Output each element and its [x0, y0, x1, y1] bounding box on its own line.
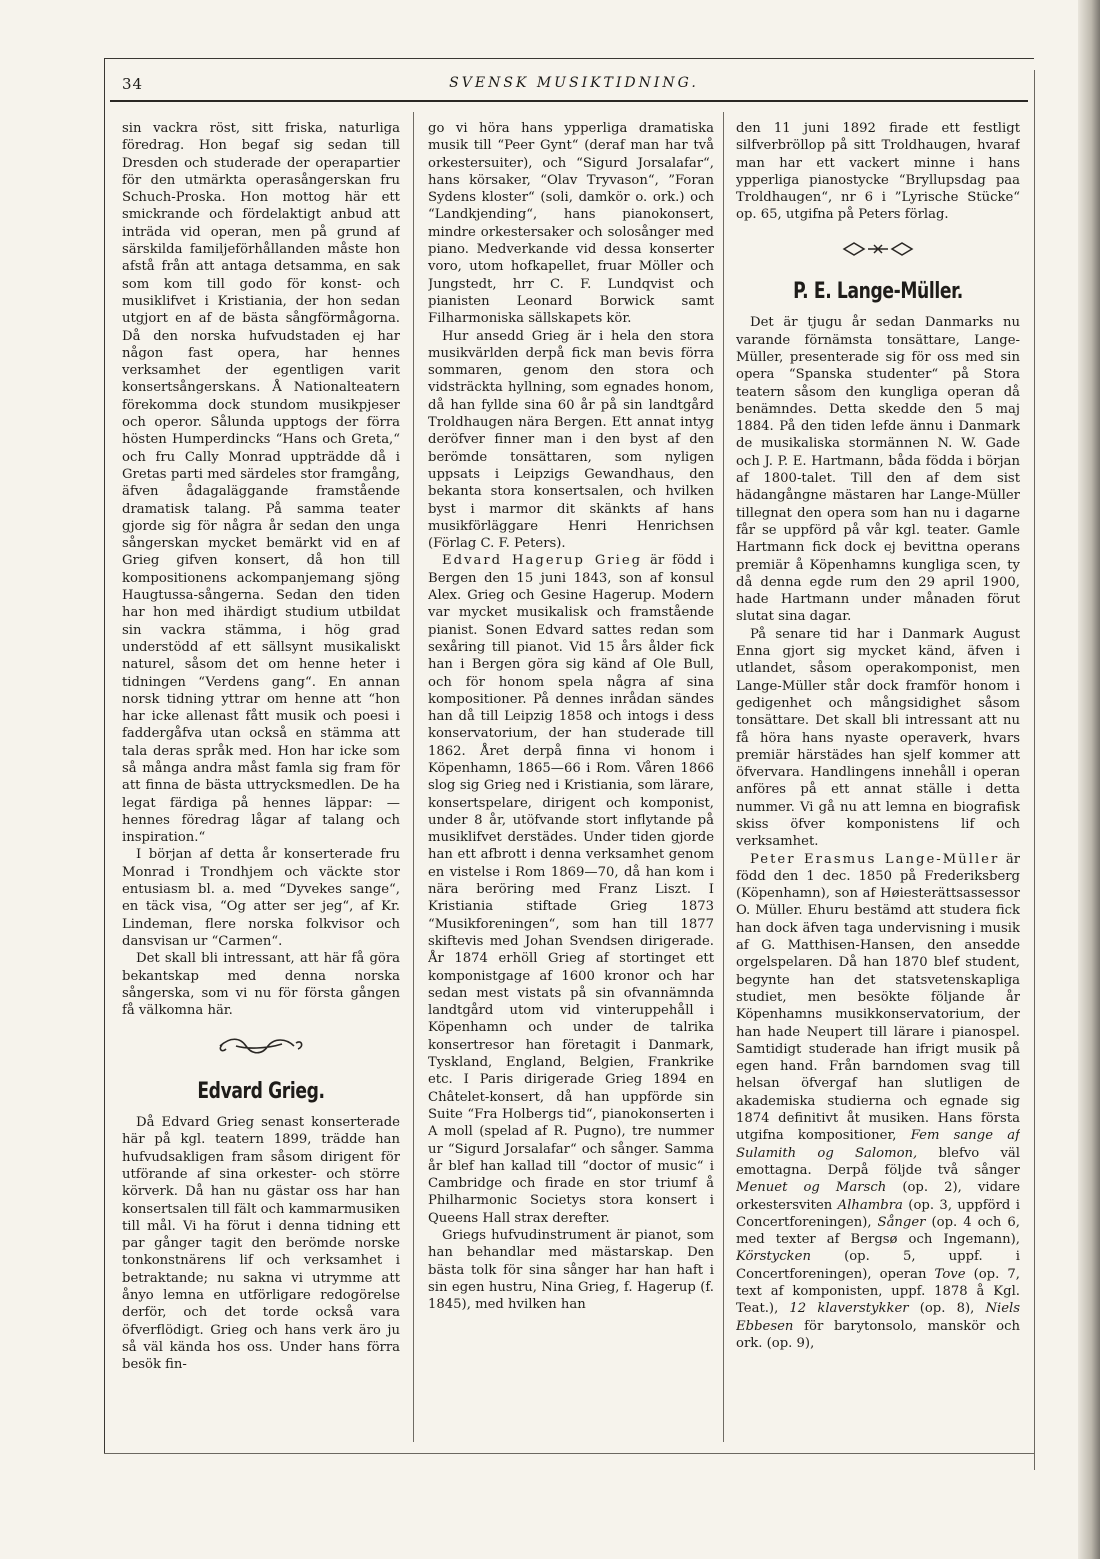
- column-2: [428, 120, 714, 1440]
- paragraph: den 11 juni 1892 firade ett festligt silfverbröllop på sitt Troldhaugen, hvaraf man har ett vackert minne i hans ypperliga pianostycke “Bryllupsdag paa Troldhaugen“, nr 6 i ”Lyrische Stücke“ op. 65, utgifna på Peters förlag.: [736, 121, 1020, 223]
- paragraph-text: blefvo väl emottagna. Derpå följde två sånger: [736, 1145, 1020, 1178]
- paragraph: [428, 552, 714, 1227]
- frame-line: [104, 58, 1034, 59]
- page-number: 34: [122, 75, 144, 93]
- paragraph: Griegs hufvudinstrument är pianot, som han behandlar med mästarskap. Den bästa tolk för sina sånger har han haft i sin egen hustru, Nina Grieg, f. Hagerup (f. 1845), med hvilken han: [428, 1228, 714, 1313]
- paragraph-text: (op. 2), vidare orkestersviten: [736, 1180, 1020, 1213]
- section-heading-grieg: Edvard Grieg.: [197, 1078, 325, 1104]
- paragraph-text: är född i Bergen den 15 juni 1843, son af konsul Alex. Grieg och Gesine Hagerup. Modern var mycket musikalisk och framstående pianist. Sonen Edvard sattes redan som sexåring till pianot. Vid 15 års ålder fick han i Bergen göra sig känd af Ole Bull, och för honom spela några af sina kompositioner. På dennes inrådan sändes han då till Leipzig 1858 och intogs i dess konservatorium, der han studerade till 1862. Året derpå finna vi honom i Köpenhamn, 1865—66 i Rom. Våren 1866 slog sig Grieg ned i Kristiania, som lärare, konsertspelare, dirigent och komponist, under 8 år, utöfvande stort inflytande på musiklifvet derstädes. Under tiden gjorde han ett afbrott i denna verksamhet genom en vistelse i Rom 1869—70, då han kom i nära beröring med Franz Liszt. I Kristiania stiftade Grieg 1873 “Musikforeningen“, som han till 1877 skiftevis med Johan Svendsen dirigerade. År 1874 erhöll Grieg af stortinget ett komponistgage af 1600 kronor och har sedan mest vistats på sin ofvannämnda landtgård utom vid vinteruppehåll i Köpenhamn och under de talrika konsertresor han företagit i Danmark, Tyskland, England, Belgien, Frankrike etc. I Paris dirigerade Grieg 1894 en Châtelet-konsert, då han uppförde sin Suite “Fra Holbergs tid“, pianokonserten i A moll (spelad af R. Pugno), tre nummer ur “Sigurd Jorsalafar“ och sånger. Samma år blef han kallad till “doctor of music“ i Cambridge och firade en stor triumf å Philharmonic Societys stora konsert i Queens Hall strax derefter.: [428, 553, 714, 1226]
- work-title: Menuet og Marsch: [736, 1180, 887, 1196]
- flourish-icon: [216, 1035, 306, 1057]
- running-title: SVENSK MUSIKTIDNING.: [449, 75, 699, 91]
- column-rule: [723, 112, 724, 1442]
- frame-line: [104, 1453, 1034, 1454]
- paragraph: sin vackra röst, sitt friska, naturliga föredrag. Hon begaf sig sedan till Dresden och studerade der operapartier för den utmärkta operasångerskan fru Schuch-Proska. Hon mottog här ett smickrande och fördelaktigt anbud att inträda vid operan, men på grund af särskilda familjeförhållanden måste hon afstå från att antaga detsamma, en sak som kom till godo för konst- och musiklifvet i Kristiania, der hon sedan utgjort en af de bästa sångförmågorna. Då den norska hufvudstaden ej har någon fast opera, har hennes verksamhet der egentligen varit konsertsångerskans. Å Nationalteatern förekomma dock stundom musikpjeser och operor. Sålunda upptogs der förra hösten Humperdincks “Hans och Greta,“ och fru Cally Monrad uppträdde då i Gretas parti med särdeles stor framgång, äfven ådagaläggande framstående dramatisk talang. På samma teater gjorde sig för några år sedan den unga sångerskan mycket bemärkt vid en af Grieg gifven konsert, då hon till kompositionens ackompanjemang sjöng Haugtussa-sångerna. Sedan den tiden har hon med ihärdigt studium utbildat sin vackra stämma, i hög grad understödd af ett sällsynt musikaliskt naturel, såsom det om henne heter i tidningen “Verdens gang“. En annan norsk tidning yttrar om henne att “hon har icke allenast fått musik och poesi i faddergåfva utan också en stämma att tala deras språk med. Hon har icke som så många andra måst famla sig fram för att finna de bästa uttrycksmedlen. De ha legat färdiga på hennes läppar: — hennes föredrag lågar af talang och inspiration.“: [122, 121, 400, 846]
- paragraph: Det skall bli intressant, att här få göra bekantskap med denna norska sångerska, som vi nu för första gången få välkomna här.: [122, 951, 400, 1019]
- paragraph-text: för barytonsolo, manskör och ork. (op. 9),: [736, 1318, 1020, 1351]
- paragraph-text: (op. 3, uppförd i Concertforeningen),: [736, 1197, 1020, 1230]
- frame-line: [1034, 70, 1035, 1470]
- header-rule: [110, 100, 1028, 102]
- column-3: [736, 120, 1020, 1440]
- paragraph-text: (op. 4 och 6, med texter af Bergsø och Ingemann),: [736, 1214, 1020, 1248]
- paragraph: go vi höra hans ypperliga dramatiska musik till “Peer Gynt“ (deraf man har två orkestersuiter), och “Sigurd Jorsalafar“, hans körsaker, “Olav Tryvason“, ”Foran Sydens kloster“ (soli, damkör o. ork.) och “Landkjending“, hans pianokonsert, mindre orkestersaker och solosånger med piano. Medverkande vid dessa konserter voro, utom hofkapellet, fruar Möller och Jungstedt, hrr C. F. Lundqvist och pianisten Leonard Borwick samt Filharmoniska sällskapets kör.: [428, 121, 714, 327]
- ornament-flourish: [122, 1035, 400, 1062]
- column-rule: [413, 112, 414, 1442]
- ornament-flourish: [736, 240, 1020, 263]
- work-title: Tove: [934, 1266, 966, 1282]
- paragraph-text: (op. 5, uppf. i Concertforeningen), operan: [736, 1249, 1020, 1282]
- work-title: Fem sange af Sulamith og Salomon,: [736, 1128, 1020, 1161]
- spaced-name: Peter Erasmus Lange-Müller: [750, 851, 1000, 867]
- paragraph-text: (op. 8),: [908, 1301, 986, 1317]
- spaced-name: Edvard Hagerup Grieg: [442, 553, 643, 569]
- paragraph: Det är tjugu år sedan Danmarks nu varande förnämsta tonsättare, Lange-Müller, presenterade sig för oss med sin opera “Spanska studenter“ på Stora teatern såsom den kungliga operan då benämndes. Detta skedde den 5 maj 1884. På den tiden lefde ännu i Danmark de musikaliska stormännen N. W. Gade och J. P. E. Hartmann, båda födda i början af 1800-talet. Till den af dem sist hädangångne mästaren har Lange-Müller tillegnat den opera som han nu i dagarne får se uppförd på vår kgl. teater. Gamle Hartmann fick dock ej bevittna operans premiär å Köpenhamns kungliga scen, ty då denna egde rum den 29 april 1900, hade Hartmann under månaden förut slutat sina dagar.: [736, 315, 1020, 625]
- flourish-icon: [840, 240, 916, 258]
- paragraph: [736, 851, 1020, 1353]
- section-heading-lange-muller: P. E. Lange-Müller.: [793, 279, 963, 305]
- work-title: Sånger: [877, 1214, 926, 1230]
- paragraph: På senare tid har i Danmark August Enna gjort sig mycket känd, äfven i utlandet, såsom operakomponist, men Lange-Müller står dock framför honom i gedigenhet och mångsidighet såsom tonsättare. Det skall bli intressant att nu få höra hans nyaste operaverk, hvars premiär härstädes han sjelf kommer att öfvervara. Handlingens innehåll i operan anföres på ett annat ställe i detta nummer. Vi gå nu att lemna en biografisk skiss öfver komponistens lif och verksamhet.: [736, 626, 1020, 850]
- paragraph-text: (op. 7, text af komponisten, uppf. 1878 å Kgl. Teat.),: [736, 1266, 1020, 1317]
- work-title: Körstycken: [736, 1249, 811, 1265]
- frame-line: [104, 58, 105, 1453]
- paragraph: I början af detta år konserterade fru Monrad i Trondhjem och väckte stor entusiasm bl. a. med “Dyvekes sange“, en täck visa, “Og atter ser jeg“, af Kr. Lindeman, flere norska folkvisor och dansvisan ur “Carmen“.: [122, 847, 400, 949]
- column-1: [122, 120, 400, 1440]
- work-title: Niels Ebbesen: [736, 1301, 1020, 1334]
- work-title: 12 klaverstykker: [789, 1301, 909, 1317]
- page-header: [118, 75, 1030, 97]
- paragraph-text: är född den 1 dec. 1850 på Frederiksberg (Köpenhamn), son af Høiesterättsassessor O. Müller. Ehuru bestämd att studera fick han dock äfven taga undervisning i musik af G. Matthisen-Hansen, den ansedde orgelspelaren. Då han 1870 blef student, begynte han det statsvetenskapliga studiet, men besökte följande år Köpenhamns musikkonservatorium, der han hade Neupert till lärare i pianospel. Samtidigt studerade han ifrigt musik på egen hand. Från barndomen svag till helsan öfvergaf han slutligen de akademiska studierna och egnade sig 1874 definitivt åt musiken. Hans första utgifna kompositioner,: [736, 851, 1020, 1144]
- paragraph: Då Edvard Grieg senast konserterade här på kgl. teatern 1899, trädde han hufvudsakligen fram såsom dirigent för utförande af sina orkester- och större körverk. Då han nu gästar oss har han konsertsalen till fält och kammarmusiken till mål. Vi ha förut i denna tidning ett par gånger tagit den berömde norske tonkonstnärens lif och verksamhet i betraktande; nu sakna vi utrymme att ånyo lemna en utförligare redogörelse derför, och det torde också vara öfverflödigt. Grieg och hans verk äro ju så väl kända hos oss. Under hans förra besök fin-: [122, 1115, 400, 1373]
- page-edge-shadow: [1078, 0, 1100, 1559]
- paragraph: Hur ansedd Grieg är i hela den stora musikvärlden derpå fick man bevis förra sommaren, genom den stora och vidsträckta hyllning, som egnades honom, då han fyllde sina 60 år på sin landtgård Troldhaugen nära Bergen. Ett annat intyg deröfver finner man i den byst af den berömde tonsättaren, som nyligen uppsats i Leipzigs Gewandhaus, den bekanta stora konsertsalen, och hvilken byst i marmor dit skänkts af hans musikförläggare Henri Henrichsen (Förlag C. F. Peters).: [428, 328, 714, 552]
- work-title: Alhambra: [837, 1197, 903, 1213]
